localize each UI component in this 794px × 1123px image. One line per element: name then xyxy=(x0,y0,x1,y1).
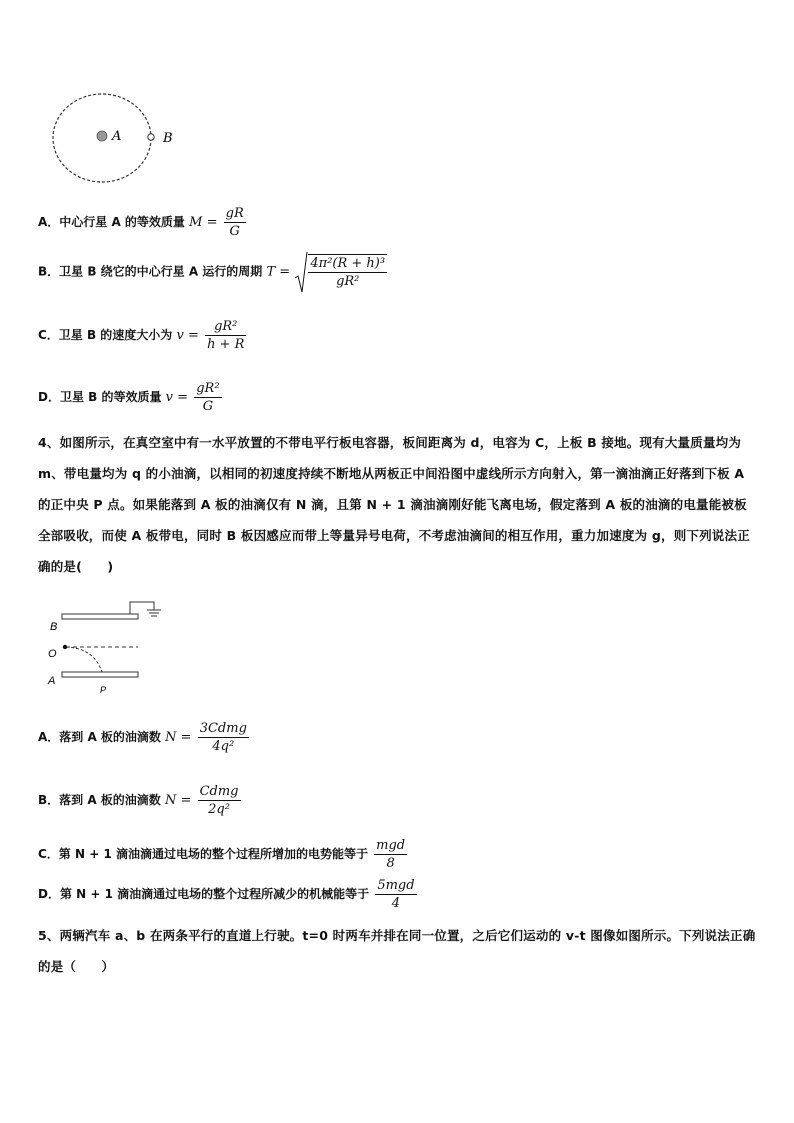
q4-option-a-den: 4q² xyxy=(212,739,235,754)
capacitor-figure xyxy=(42,596,172,700)
q5-stem: 5、两辆汽车 a、b 在两条平行的直道上行驶。t=0 时两车并排在同一位置，之后它们运动的 v-t 图像如图所示。下列说法正确的是（ ） xyxy=(38,928,756,974)
q3-option-b-text: B．卫星 B 绕它的中心行星 A 运行的周期 xyxy=(38,264,263,279)
q4-option-a-num: 3Cdmg xyxy=(199,721,247,736)
plate-a xyxy=(62,672,138,677)
plate-b xyxy=(62,614,138,619)
q4-option-d-fraction xyxy=(375,877,416,912)
label-b: B xyxy=(50,621,58,633)
label-p: P xyxy=(100,685,107,695)
q3-option-b-num: 4π²(R + h)³ xyxy=(310,256,386,271)
q3-option-c xyxy=(38,318,246,353)
q4-stem: 4、如图所示，在真空室中有一水平放置的不带电平行板电容器，板间距离为 d，电容为 C，上板 B 接地。现有大量质量均为 m、带电量均为 q 的小油滴，以相同的初速度持续不断地从两板正中间沿图中虚线所示方向射入，第一滴油滴正好落到下板 A 的正中央 P 点。如果能落到 A 板的油滴仅有 N 滴，且第 N + 1 滴油滴刚好能飞离电场，假定落到 A 板的油滴的电量能被板全部吸收，而使 A 板带电，同时 B 板因感应而带上等量异号电荷，不考虑油滴间的相互作用，重力加速度为 g，则下列说法正确的是( ) xyxy=(38,435,750,574)
q4-option-d xyxy=(38,877,417,912)
q3-option-a-fraction xyxy=(224,205,246,240)
q3-option-d xyxy=(38,380,222,415)
q4-option-d-text: D．第 N + 1 滴油滴通过电场的整个过程所减少的机械能等于 xyxy=(38,887,370,901)
label-a: A xyxy=(48,675,56,687)
q3-option-a-num: gR xyxy=(225,206,244,221)
q3-option-a-text: A．中心行星 A 的等效质量 xyxy=(38,215,185,229)
q4-option-b-fraction xyxy=(198,783,241,818)
q3-option-b xyxy=(38,250,387,294)
q4-option-c-den: 8 xyxy=(386,856,395,871)
planet-a xyxy=(97,131,107,141)
q4-option-b-text: B．落到 A 板的油滴数 xyxy=(38,793,161,807)
q3-option-d-text: D．卫星 B 的等效质量 xyxy=(38,390,162,404)
q3-option-a-den: G xyxy=(229,224,240,239)
q4-option-b-lhs: N = xyxy=(164,793,192,808)
q4-option-c xyxy=(38,837,407,872)
q3-option-a-lhs: M = xyxy=(189,215,218,230)
q4-option-a xyxy=(38,720,249,755)
q3-option-b-den: gR² xyxy=(336,274,360,289)
droplet-point-o xyxy=(63,645,67,649)
q3-option-c-lhs: v = xyxy=(176,328,199,343)
q4-option-a-lhs: N = xyxy=(165,730,192,745)
q3-option-c-num: gR² xyxy=(205,318,246,336)
label-a: A xyxy=(112,129,122,144)
q3-option-c-text: C．卫星 B 的速度大小为 xyxy=(38,328,173,342)
q3-option-b-lhs: T = xyxy=(266,264,291,280)
satellite-b xyxy=(148,134,154,140)
q3-option-d-lhs: v = xyxy=(165,390,189,405)
q4-option-d-num: 5mgd xyxy=(377,878,415,893)
q3-option-c-fraction xyxy=(205,318,246,353)
q4-option-b-den: 2q² xyxy=(208,802,230,817)
q4-option-a-text: A．落到 A 板的油滴数 xyxy=(38,730,161,744)
orbit-figure xyxy=(40,86,200,190)
q4-option-a-fraction xyxy=(198,720,249,755)
ground-wire xyxy=(130,602,154,614)
q4-option-b xyxy=(38,783,241,818)
q3-option-d-den: G xyxy=(202,399,214,414)
q4-option-c-num: mgd xyxy=(376,838,406,853)
q4-option-b-num: Cdmg xyxy=(199,784,239,799)
q3-option-d-num: gR² xyxy=(196,381,220,396)
label-o: O xyxy=(48,648,57,660)
q3-option-d-fraction xyxy=(194,380,221,415)
label-b: B xyxy=(163,131,173,146)
q3-option-a xyxy=(38,205,246,240)
q4-option-d-den: 4 xyxy=(391,896,401,911)
q4-option-c-text: C．第 N + 1 滴油滴通过电场的整个过程所增加的电势能等于 xyxy=(38,847,368,861)
q4-option-c-fraction xyxy=(374,837,407,872)
sqrt-icon xyxy=(294,250,308,294)
droplet-trajectory xyxy=(66,647,102,672)
q3-option-c-den: h + R xyxy=(207,337,245,352)
q3-option-b-fraction xyxy=(308,254,387,290)
